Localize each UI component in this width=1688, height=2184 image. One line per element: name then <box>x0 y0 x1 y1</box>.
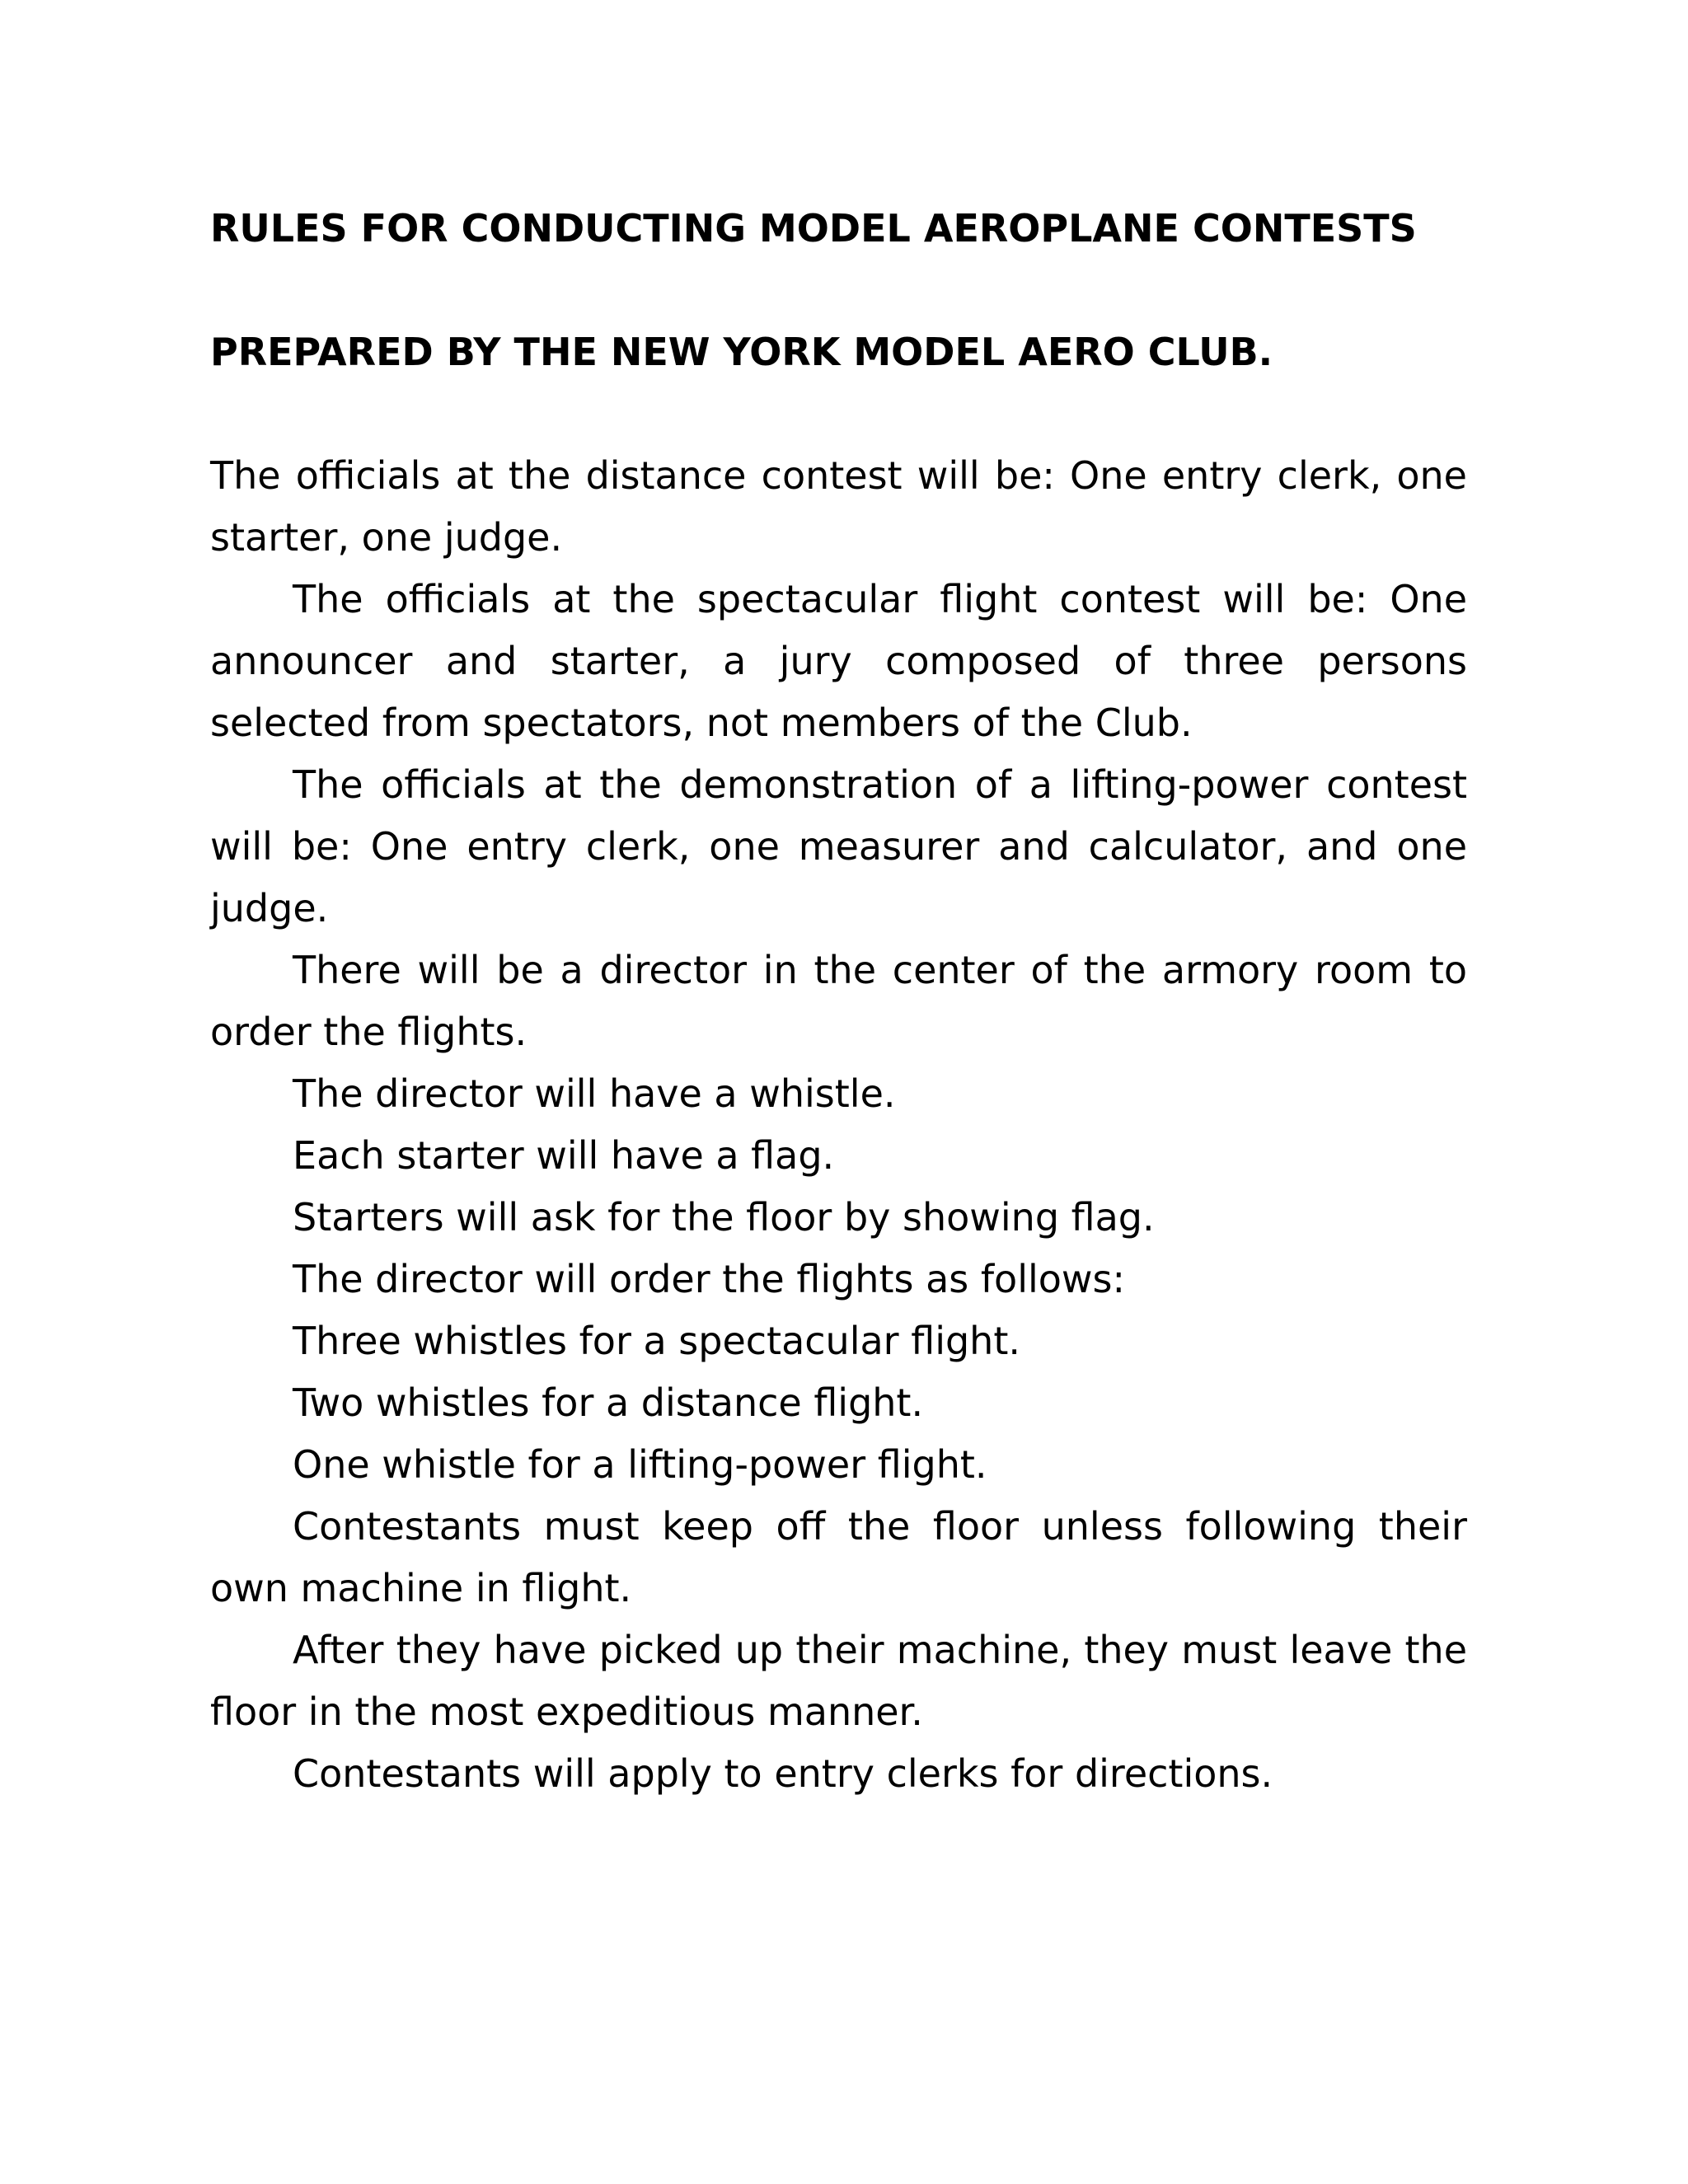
paragraph: Contestants must keep off the floor unless following their own machine in flight. <box>210 1504 1467 1610</box>
document-body <box>210 445 1467 1805</box>
paragraph: After they have picked up their machine, they must leave the floor in the most expeditious manner. <box>210 1628 1467 1734</box>
paragraph: The director will have a whistle. <box>293 1071 896 1116</box>
document-title: RULES FOR CONDUCTING MODEL AEROPLANE CONTESTS <box>210 206 1417 251</box>
document-subtitle: PREPARED BY THE NEW YORK MODEL AERO CLUB. <box>210 330 1273 374</box>
paragraph: Contestants will apply to entry clerks for directions. <box>293 1751 1273 1796</box>
document-page <box>210 198 1467 1805</box>
paragraph: Starters will ask for the floor by showing flag. <box>293 1195 1155 1240</box>
paragraph: There will be a director in the center of the armory room to order the flights. <box>210 948 1467 1054</box>
paragraph: The officials at the demonstration of a lifting-power contest will be: One entry clerk, one measurer and calculator, and one judge. <box>210 762 1467 930</box>
paragraph: The officials at the spectacular flight contest will be: One announcer and starter, a jury composed of three persons selected from spectators, not members of the Club. <box>210 577 1467 745</box>
paragraph: Each starter will have a flag. <box>293 1133 835 1178</box>
paragraph: One whistle for a lifting-power flight. <box>293 1442 987 1487</box>
paragraph: The director will order the flights as follows: <box>293 1257 1125 1301</box>
paragraph: Two whistles for a distance flight. <box>293 1380 924 1425</box>
paragraph: The officials at the distance contest will be: One entry clerk, one starter, one judge. <box>210 453 1467 560</box>
paragraph: Three whistles for a spectacular flight. <box>293 1319 1020 1363</box>
